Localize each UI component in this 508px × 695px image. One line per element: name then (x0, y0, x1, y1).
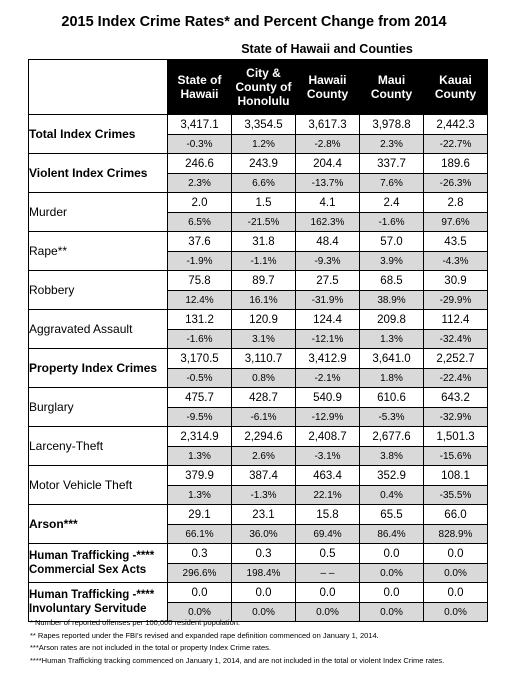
percent-change-cell: 1.3% (168, 486, 232, 505)
table-row-rate (29, 583, 488, 603)
percent-change-cell: -1.3% (232, 486, 296, 505)
rate-cell: 387.4 (232, 466, 296, 486)
rate-cell: 3,417.1 (168, 115, 232, 135)
percent-change-cell: 16.1% (232, 291, 296, 310)
percent-change-cell: 7.6% (360, 174, 424, 193)
rate-cell: 2.4 (360, 193, 424, 213)
percent-change-cell: 1.3% (360, 330, 424, 349)
rate-cell: 3,641.0 (360, 349, 424, 369)
rate-cell: 428.7 (232, 388, 296, 408)
percent-change-cell: -21.5% (232, 213, 296, 232)
percent-change-cell: 0.0% (232, 603, 296, 622)
rate-cell: 65.5 (360, 505, 424, 525)
percent-change-cell: 3.9% (360, 252, 424, 271)
table-body (29, 115, 488, 622)
percent-change-cell: -6.1% (232, 408, 296, 427)
percent-change-cell: -2.1% (296, 369, 360, 388)
footnote: ****Human Trafficking tracking commenced on January 1, 2014, and are not included in the total or violent Index Crime rates. (30, 655, 445, 665)
table-row-rate (29, 349, 488, 369)
rate-cell: 75.8 (168, 271, 232, 291)
percent-change-cell: 66.1% (168, 525, 232, 544)
rate-cell: 379.9 (168, 466, 232, 486)
table-row-rate (29, 388, 488, 408)
page-title: 2015 Index Crime Rates* and Percent Change from 2014 (61, 14, 447, 30)
rate-cell: 1,501.3 (424, 427, 488, 447)
percent-change-cell: -4.3% (424, 252, 488, 271)
rate-cell: 131.2 (168, 310, 232, 330)
rate-cell: 246.6 (168, 154, 232, 174)
rate-cell: 643.2 (424, 388, 488, 408)
table-row-rate (29, 310, 488, 330)
percent-change-cell: -5.3% (360, 408, 424, 427)
percent-change-cell: 2.3% (168, 174, 232, 193)
row-label: Robbery (29, 271, 168, 310)
footnote: * Number of reported offenses per 100,000 resident population. (30, 618, 240, 627)
rate-cell: 463.4 (296, 466, 360, 486)
rate-cell: 2,294.6 (232, 427, 296, 447)
column-header: Kauai County (424, 60, 488, 115)
table-row-rate (29, 154, 488, 174)
rate-cell: 108.1 (424, 466, 488, 486)
rate-cell: 48.4 (296, 232, 360, 252)
percent-change-cell: 6.5% (168, 213, 232, 232)
percent-change-cell: – – (296, 564, 360, 583)
percent-change-cell: 3.1% (232, 330, 296, 349)
percent-change-cell: -1.6% (168, 330, 232, 349)
percent-change-cell: 1.3% (168, 447, 232, 466)
column-header: City & County of Honolulu (232, 60, 296, 115)
rate-cell: 37.6 (168, 232, 232, 252)
table-row-rate (29, 427, 488, 447)
percent-change-cell: 2.6% (232, 447, 296, 466)
percent-change-cell: 86.4% (360, 525, 424, 544)
table-subtitle: State of Hawaii and Counties (241, 42, 413, 56)
rate-cell: 3,170.5 (168, 349, 232, 369)
rate-cell: 3,978.8 (360, 115, 424, 135)
percent-change-cell: -22.7% (424, 135, 488, 154)
row-label: Rape** (29, 232, 168, 271)
rate-cell: 0.3 (232, 544, 296, 564)
header-row (29, 60, 488, 115)
row-label: Murder (29, 193, 168, 232)
rate-cell: 0.5 (296, 544, 360, 564)
percent-change-cell: -31.9% (296, 291, 360, 310)
percent-change-cell: 0.0% (424, 603, 488, 622)
column-header: Hawaii County (296, 60, 360, 115)
percent-change-cell: 162.3% (296, 213, 360, 232)
table-row-rate (29, 193, 488, 213)
row-label: Burglary (29, 388, 168, 427)
percent-change-cell: 6.6% (232, 174, 296, 193)
percent-change-cell: 0.8% (232, 369, 296, 388)
column-header: Maui County (360, 60, 424, 115)
rate-cell: 124.4 (296, 310, 360, 330)
rate-cell: 209.8 (360, 310, 424, 330)
percent-change-cell: 0.0% (296, 603, 360, 622)
rate-cell: 610.6 (360, 388, 424, 408)
percent-change-cell: -22.4% (424, 369, 488, 388)
percent-change-cell: -12.9% (296, 408, 360, 427)
rate-cell: 57.0 (360, 232, 424, 252)
percent-change-cell: 0.0% (360, 564, 424, 583)
rate-cell: 2,408.7 (296, 427, 360, 447)
header-corner (29, 60, 168, 115)
rate-cell: 120.9 (232, 310, 296, 330)
rate-cell: 243.9 (232, 154, 296, 174)
rate-cell: 540.9 (296, 388, 360, 408)
percent-change-cell: 198.4% (232, 564, 296, 583)
percent-change-cell: -32.4% (424, 330, 488, 349)
table-row-rate (29, 232, 488, 252)
row-label: Aggravated Assault (29, 310, 168, 349)
percent-change-cell: 0.0% (424, 564, 488, 583)
percent-change-cell: 1.2% (232, 135, 296, 154)
table-row-rate (29, 115, 488, 135)
rate-cell: 189.6 (424, 154, 488, 174)
percent-change-cell: 1.8% (360, 369, 424, 388)
table-row-rate (29, 271, 488, 291)
footnotes (30, 618, 500, 668)
rate-cell: 2,677.6 (360, 427, 424, 447)
percent-change-cell: -1.9% (168, 252, 232, 271)
percent-change-cell: -2.8% (296, 135, 360, 154)
percent-change-cell: 12.4% (168, 291, 232, 310)
rate-cell: 66.0 (424, 505, 488, 525)
percent-change-cell: -35.5% (424, 486, 488, 505)
percent-change-cell: 69.4% (296, 525, 360, 544)
percent-change-cell: 828.9% (424, 525, 488, 544)
rate-cell: 0.0 (424, 583, 488, 603)
row-label: Human Trafficking -**** Involuntary Servitude (29, 583, 168, 622)
rate-cell: 2.0 (168, 193, 232, 213)
rate-cell: 15.8 (296, 505, 360, 525)
row-label: Motor Vehicle Theft (29, 466, 168, 505)
percent-change-cell: 36.0% (232, 525, 296, 544)
rate-cell: 43.5 (424, 232, 488, 252)
rate-cell: 0.0 (360, 583, 424, 603)
rate-cell: 29.1 (168, 505, 232, 525)
rate-cell: 0.0 (232, 583, 296, 603)
percent-change-cell: -29.9% (424, 291, 488, 310)
footnote: ***Arson rates are not included in the total or property Index Crime rates. (30, 643, 271, 652)
row-label: Larceny-Theft (29, 427, 168, 466)
rate-cell: 3,617.3 (296, 115, 360, 135)
rate-cell: 3,412.9 (296, 349, 360, 369)
percent-change-cell: -3.1% (296, 447, 360, 466)
rate-cell: 3,110.7 (232, 349, 296, 369)
rate-cell: 3,354.5 (232, 115, 296, 135)
rate-cell: 1.5 (232, 193, 296, 213)
percent-change-cell: -0.5% (168, 369, 232, 388)
rate-cell: 30.9 (424, 271, 488, 291)
percent-change-cell: 0.0% (168, 603, 232, 622)
column-header: State of Hawaii (168, 60, 232, 115)
rate-cell: 89.7 (232, 271, 296, 291)
rate-cell: 31.8 (232, 232, 296, 252)
row-label: Total Index Crimes (29, 115, 168, 154)
row-label: Human Trafficking -**** Commercial Sex Acts (29, 544, 168, 583)
percent-change-cell: 38.9% (360, 291, 424, 310)
percent-change-cell: -13.7% (296, 174, 360, 193)
percent-change-cell: 2.3% (360, 135, 424, 154)
table-row-rate (29, 466, 488, 486)
rate-cell: 0.0 (360, 544, 424, 564)
footnote: ** Rapes reported under the FBI's revised and expanded rape definition commenced on January 1, 2014. (30, 630, 379, 640)
rate-cell: 4.1 (296, 193, 360, 213)
rate-cell: 2.8 (424, 193, 488, 213)
percent-change-cell: -26.3% (424, 174, 488, 193)
table-row-rate (29, 505, 488, 525)
rate-cell: 0.3 (168, 544, 232, 564)
percent-change-cell: -9.3% (296, 252, 360, 271)
rate-cell: 0.0 (296, 583, 360, 603)
percent-change-cell: 22.1% (296, 486, 360, 505)
row-label: Violent Index Crimes (29, 154, 168, 193)
rate-cell: 475.7 (168, 388, 232, 408)
row-label: Property Index Crimes (29, 349, 168, 388)
rate-cell: 204.4 (296, 154, 360, 174)
rate-cell: 337.7 (360, 154, 424, 174)
percent-change-cell: -12.1% (296, 330, 360, 349)
rate-cell: 352.9 (360, 466, 424, 486)
percent-change-cell: 296.6% (168, 564, 232, 583)
percent-change-cell: -1.1% (232, 252, 296, 271)
rate-cell: 0.0 (424, 544, 488, 564)
percent-change-cell: -32.9% (424, 408, 488, 427)
rate-cell: 68.5 (360, 271, 424, 291)
rate-cell: 2,252.7 (424, 349, 488, 369)
percent-change-cell: 0.4% (360, 486, 424, 505)
rate-cell: 112.4 (424, 310, 488, 330)
rate-cell: 0.0 (168, 583, 232, 603)
rate-cell: 2,314.9 (168, 427, 232, 447)
percent-change-cell: 3.8% (360, 447, 424, 466)
percent-change-cell: 97.6% (424, 213, 488, 232)
percent-change-cell: -1.6% (360, 213, 424, 232)
rate-cell: 23.1 (232, 505, 296, 525)
rate-cell: 2,442.3 (424, 115, 488, 135)
row-label: Arson*** (29, 505, 168, 544)
percent-change-cell: -0.3% (168, 135, 232, 154)
percent-change-cell: 0.0% (360, 603, 424, 622)
percent-change-cell: -9.5% (168, 408, 232, 427)
rate-cell: 27.5 (296, 271, 360, 291)
crime-rates-table (28, 59, 488, 622)
table-row-rate (29, 544, 488, 564)
percent-change-cell: -15.6% (424, 447, 488, 466)
